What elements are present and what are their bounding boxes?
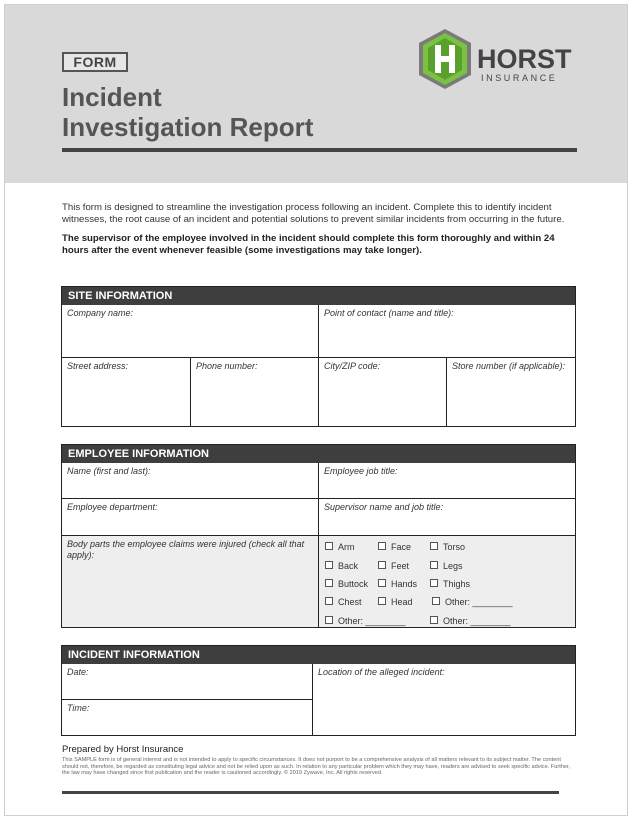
checkbox-chest[interactable]: Chest	[325, 597, 362, 608]
checkbox-torso[interactable]: Torso	[430, 542, 465, 553]
checkbox-thighs[interactable]: Thighs	[430, 579, 470, 590]
form-tag: FORM	[62, 52, 128, 72]
header-rule	[62, 148, 577, 152]
checkbox-arm[interactable]: Arm	[325, 542, 355, 553]
section-heading: INCIDENT INFORMATION	[62, 646, 575, 664]
checkbox-icon	[325, 579, 333, 587]
checkbox-icon	[430, 542, 438, 550]
checkbox-feet[interactable]: Feet	[378, 561, 409, 572]
logo-sub: INSURANCE	[481, 73, 558, 83]
site-information-section	[61, 286, 576, 427]
checkbox-back[interactable]: Back	[325, 561, 358, 572]
checkbox-icon	[430, 579, 438, 587]
supervisor-name-field[interactable]: Supervisor name and job title:	[319, 499, 575, 536]
hexagon-h-logo-icon	[419, 29, 471, 89]
header-band	[5, 5, 627, 183]
prepared-by: Prepared by Horst Insurance	[62, 744, 184, 755]
checkbox-icon	[430, 561, 438, 569]
form-page	[4, 4, 628, 816]
checkbox-icon	[378, 597, 386, 605]
section-heading: EMPLOYEE INFORMATION	[62, 445, 575, 463]
intro-text	[62, 202, 577, 264]
disclaimer-text: This SAMPLE form is of general interest and is not intended to apply to specific circumstances. It does not purport to be a comprehensive analysis of all matters relevant to its subject matter. The content should not, therefore, be regarded as constituting legal advice and not be relied upon as such. In relation to any particular problem which they may have, readers are advised to seek specific advice. Further, the law may have changed since first publication and the reader is cautioned accordingly. © 2019 Zywave, Inc. All rights reserved.	[62, 757, 571, 777]
page-title	[62, 82, 313, 142]
checkbox-head[interactable]: Head	[378, 597, 413, 608]
employee-job-title-field[interactable]: Employee job title:	[319, 463, 575, 499]
incident-location-field[interactable]: Location of the alleged incident:	[318, 667, 445, 677]
incident-time-field[interactable]: Time:	[62, 700, 313, 735]
checkbox-icon	[378, 561, 386, 569]
body-parts-checklist	[319, 536, 575, 627]
title-line-2: Investigation Report	[62, 112, 314, 142]
store-number-field[interactable]: Store number (if applicable):	[452, 361, 566, 371]
city-zip-field[interactable]: City/ZIP code:	[319, 358, 447, 426]
checkbox-icon	[325, 616, 333, 624]
checkbox-other-2[interactable]: Other: ________	[325, 616, 406, 627]
checkbox-legs[interactable]: Legs	[430, 561, 463, 572]
section-heading: SITE INFORMATION	[62, 287, 575, 305]
company-name-field[interactable]: Company name:	[62, 305, 319, 358]
checkbox-other-3[interactable]: Other: ________	[430, 616, 511, 627]
intro-paragraph: This form is designed to streamline the investigation process following an incident. Complete this to identify incident witnesses, the root cause of an incident and potential solutions to prevent similar incidents from occurring in the future.	[62, 202, 565, 225]
intro-bold-paragraph: The supervisor of the employee involved in the incident should complete this form thoroughly and within 24 hours after the event whenever feasible (some investigations may take longer).	[62, 233, 555, 256]
footer-rule	[62, 791, 559, 794]
street-address-field[interactable]: Street address:	[62, 358, 191, 426]
employee-department-field[interactable]: Employee department:	[62, 499, 319, 536]
incident-date-field[interactable]: Date:	[62, 664, 313, 700]
phone-number-field[interactable]: Phone number:	[191, 358, 319, 426]
point-of-contact-field[interactable]: Point of contact (name and title):	[319, 305, 575, 358]
employee-information-section	[61, 444, 576, 628]
title-line-1: Incident	[62, 82, 162, 112]
checkbox-other-1[interactable]: Other: ________	[432, 597, 513, 608]
checkbox-icon	[378, 579, 386, 587]
logo-name: HORST	[477, 44, 572, 74]
checkbox-buttock[interactable]: Buttock	[325, 579, 368, 590]
body-parts-label: Body parts the employee claims were injured (check all that apply):	[62, 536, 319, 627]
employee-name-field[interactable]: Name (first and last):	[62, 463, 319, 499]
checkbox-icon	[432, 597, 440, 605]
checkbox-icon	[325, 542, 333, 550]
company-logo	[415, 27, 615, 91]
checkbox-face[interactable]: Face	[378, 542, 411, 553]
checkbox-icon	[325, 597, 333, 605]
incident-information-section	[61, 645, 576, 736]
checkbox-icon	[325, 561, 333, 569]
checkbox-icon	[430, 616, 438, 624]
checkbox-hands[interactable]: Hands	[378, 579, 417, 590]
checkbox-icon	[378, 542, 386, 550]
